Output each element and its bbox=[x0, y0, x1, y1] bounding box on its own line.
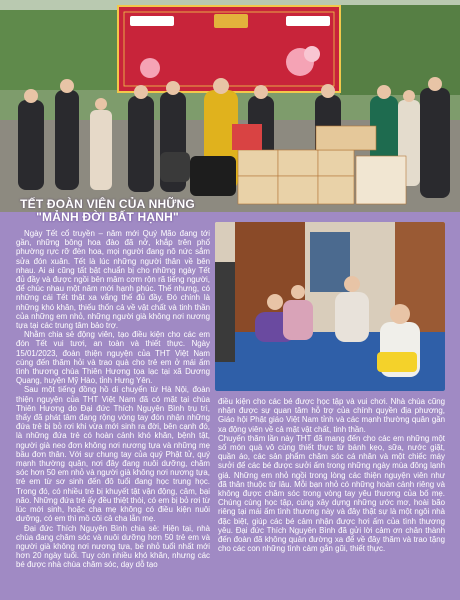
paragraph: Chuyến thăm lần này THT đã mang đến cho các em những một số món quà vô cùng thiết thực từ bánh kẹo, sữa, nước giặt, quần áo, các sản phẩm chăm sóc cá nhân và một chiếc máy sưởi để các bé được sưởi ấm trong những ngày mùa đông lạnh giá. Những em nhỏ ngồi trong lòng các thiện nguyện viên như đã thân thuộc từ lâu. Mỗi bạn nhỏ có những hoàn cảnh riêng và không được chăm sóc trong vòng tay yêu thương của bố mẹ. Chúng cùng học tập, cùng xây dựng những ước mơ, hoài bão riêng tại mái ấm tình thương này và đây thật sự là một ngôi nhà đặc biệt, giúp các bé cảm nhận được hơi ấm của tình thương yêu. Đại đức Thích Nguyên Bình đã gửi lời cảm ơn chân thành đến đoàn đã không quản đường xa để về đây thăm và trao tặng cho các con những tình cảm gắn gũi, thiết thực. bbox=[218, 433, 445, 554]
title-line-2: "MẢNH ĐỜI BẤT HẠNH" bbox=[36, 210, 179, 224]
children-photo-illustration bbox=[215, 222, 445, 391]
paragraph: Nhằm chia sẻ động viên, tạo điều kiện cho các em đón Tết vui tươi, an toàn và thiết thực. Ngày 15/01/2023, đoàn thiện nguyện của THT Việt Nam cùng đến thăm hỏi và trao quà cho trẻ em ở mái ấm tình thương chùa Thiên Hương tọa lạc tại xã Dương Quang, huyện Mỹ Hào, tỉnh Hưng Yên. bbox=[16, 330, 210, 386]
title-line-1: TẾT ĐOÀN VIÊN CỦA NHỮNG bbox=[20, 197, 195, 211]
paragraph: Đại đức Thích Nguyên Bình chia sẻ: Hiện tại, nhà chùa đang chăm sóc và nuôi dưỡng hơn 50 trẻ em và người già không nơi nương tựa, bé nhỏ tuổi nhất mới hơn 20 ngày tuổi. Tuy còn nhiều khó khăn, nhưng các bé được nhà chùa chăm sóc, dạy dỗ tạo bbox=[16, 523, 210, 570]
group-photo-illustration bbox=[0, 0, 460, 212]
paragraph: điều kiện cho các bé được học tập và vui chơi. Nhà chùa cũng nhận được sự quan tâm hỗ trợ của chính quyền địa phương, Giáo hội Phật giáo Việt Nam tỉnh và các mạnh thường quân gần xa động viên về cả mặt vật chất, tinh thần. bbox=[218, 397, 445, 434]
article-title bbox=[0, 198, 215, 224]
group-photo bbox=[0, 0, 460, 212]
paragraph: Sau một tiếng đồng hồ di chuyển từ Hà Nội, đoàn thiện nguyện của THT Việt Nam đã có mặt tại chùa Thiên Hương do Đại đức Thích Nguyên Bình trụ trì, thấy đã phát tâm đang rộng vòng tay đón nhận những đứa trẻ bị bỏ rơi khi vừa mới sinh ra đời, bên cạnh đó, là những đứa trẻ có hoàn cảnh khó khăn, bệnh tật, người già neo đơn không nơi nương tựa và những mẹ bầu đơn thân. Với sự chung tay của quý Phật tử, quý mạnh thường quân, nơi đây đang nuôi dưỡng, chăm sóc hơn 50 em nhỏ và người già không nơi nương tựa, trẻ em từ sơ sinh đến đô tuổi đang học trung học. Trong đó, có nhiều trẻ bị khuyết tật vận động, câm, bại não. Những đứa trẻ ấy đều thiệt thòi, có em bị bỏ rơi từ lúc mới sinh, hoặc cha mẹ không có điều kiện nuôi dưỡng, có em thì mồ côi cả cha lẫn mẹ. bbox=[16, 385, 210, 524]
article-column-right bbox=[218, 397, 445, 553]
children-photo bbox=[215, 222, 445, 391]
article-column-left bbox=[16, 229, 210, 570]
paragraph: Ngày Tết cổ truyền – năm mới Quý Mão đang tới gần, những bông hoa đào đã nở, khắp trên phố phường rực rỡ đèn hoa, mọi người đang nô nức sắm sửa đón xuân. Tết là lúc những người thân về bên nhau. Ai ai cũng tất bật chuẩn bị cho những ngày Tết đủ đầy và được ngồi bên mâm cơm rộn rã tiếng người, để chúc nhau một năm mới hạnh phúc. Thế nhưng, có những cái Tết thật xa vắng thế đủ đầy. Đó chính là những khó khăn, thiếu thốn cả về vật chất và tinh thần của những em nhỏ, những người già không nơi nương tựa tại các trung tâm bảo trợ. bbox=[16, 229, 210, 331]
